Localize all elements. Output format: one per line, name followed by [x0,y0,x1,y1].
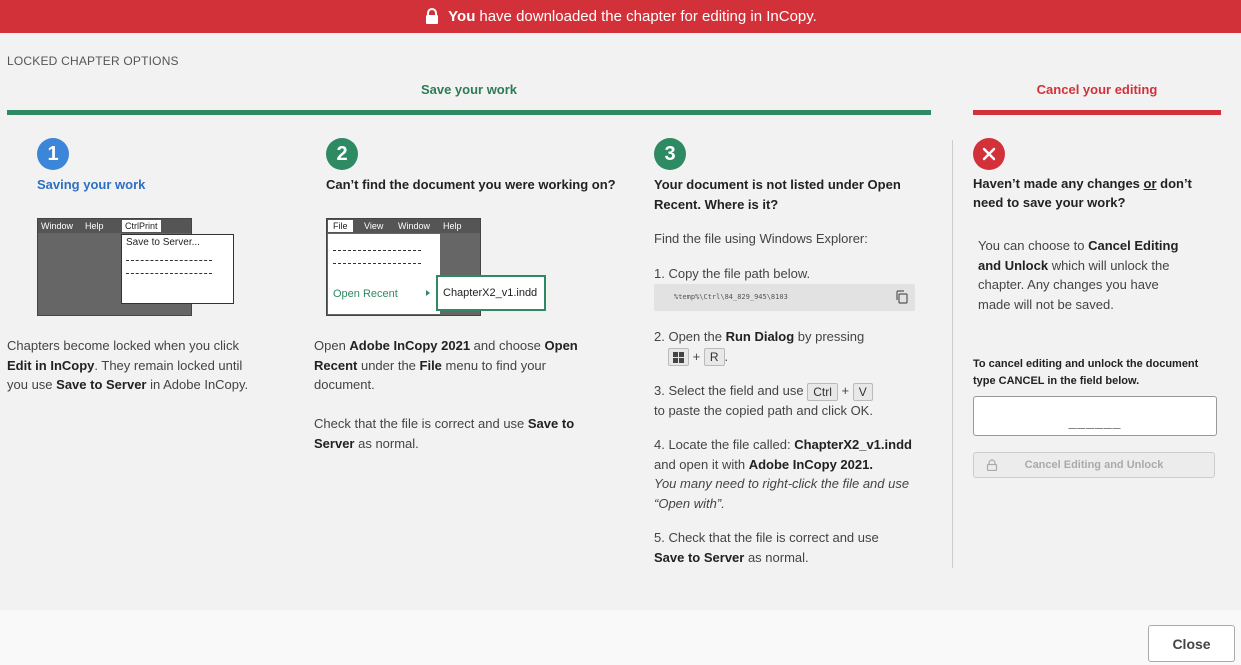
step-1-text: Chapters become locked when you click Edit in InCopy. They remain locked until you use Save to Server in Adobe InCopy. [7,338,249,392]
mock-menu-ctrlprint: CtrlPrint [122,220,161,232]
mock-menubar [327,219,480,233]
step-3-s5: 5. Check that the file is correct and use Save to Server as normal. [654,530,879,565]
step-3-badge: 3 [654,138,686,170]
mock-dropdown [121,234,234,304]
close-button[interactable]: Close [1148,625,1235,662]
mock-recent-file: ChapterX2_v1.indd [436,275,546,311]
banner-text: have downloaded the chapter for editing in InCopy. [479,8,817,25]
cancel-heading: Cancel your editing [1036,82,1158,97]
copy-icon[interactable] [895,290,909,304]
mock-divider [126,260,212,261]
mock-divider [126,273,212,274]
lock-icon [986,459,998,471]
step-2-badge: 2 [326,138,358,170]
mock-menu-window: Window [398,221,431,231]
mock-menu-help: Help [443,221,462,231]
section-title: LOCKED CHAPTER OPTIONS [7,54,179,68]
mock-menubar [38,219,191,233]
cancel-text: You can choose to Cancel Editing and Unlock which will unlock the chapter. Any changes you have made will not be saved. [978,238,1179,312]
step-3-s4: 4. Locate the file called: ChapterX2_v1.indd and open it with Adobe InCopy 2021. You many need to right-click the file and use “Open with”. [654,437,912,511]
windows-icon [673,352,684,363]
step-3-s1: 1. Copy the file path below. [654,266,811,281]
incopy-menu-illustration [37,218,200,316]
step-3-title: Your document is not listed under Open Recent. Where is it? [654,177,901,212]
step-3-s2: 2. Open the Run Dialog by pressing + R . [654,329,865,365]
mock-menu-file: File [328,220,353,232]
mock-menu-help: Help [85,221,104,231]
v-key: V [853,383,873,401]
open-recent-illustration [326,218,538,316]
cancel-editing-button[interactable] [973,452,1215,478]
banner-bold: You [448,8,476,25]
r-key: R [704,348,725,366]
save-bar [7,110,931,115]
cancel-bar [973,110,1221,115]
lock-icon [424,8,440,24]
step-3-s3: 3. Select the field and use Ctrl + V to paste the copied path and click OK. [654,383,873,418]
mock-submenu-arrow [426,290,430,296]
close-icon [982,147,996,161]
file-path-text: %temp%\Ctrl\84_829_945\8103 [674,293,788,301]
mock-save-to-server: Save to Server... [126,237,200,248]
step-2-text: Open Adobe InCopy 2021 and choose Open Recent under the File menu to find your document. [314,338,578,392]
step-2-title: Can’t find the document you were working on? [326,177,616,192]
windows-key [668,348,689,366]
mock-menu-window: Window [41,221,74,231]
cancel-confirm-input[interactable] [973,396,1217,436]
download-banner [0,0,1241,33]
mock-menu-view: View [364,221,384,231]
mock-dropdown [328,234,440,314]
mock-divider [333,250,421,251]
step-1-badge: 1 [37,138,69,170]
footer [0,610,1241,665]
mock-open-recent: Open Recent [333,288,398,300]
cancel-editing-label: Cancel Editing and Unlock [1024,459,1164,471]
cancel-title: Haven’t made any changes or don’t need to save your work? [973,176,1192,210]
cancel-badge [973,138,1005,170]
step-1-title: Saving your work [37,177,146,192]
ctrl-key: Ctrl [807,383,838,401]
column-divider [952,140,953,568]
step-2-check-text: Check that the file is correct and use Save to Server as normal. [314,416,575,451]
cancel-instruction: To cancel editing and unlock the document type CANCEL in the field below. [973,358,1199,387]
mock-divider [333,263,421,264]
step-3-intro: Find the file using Windows Explorer: [654,231,868,246]
save-heading: Save your work [420,82,518,97]
file-path-field[interactable] [654,284,915,311]
